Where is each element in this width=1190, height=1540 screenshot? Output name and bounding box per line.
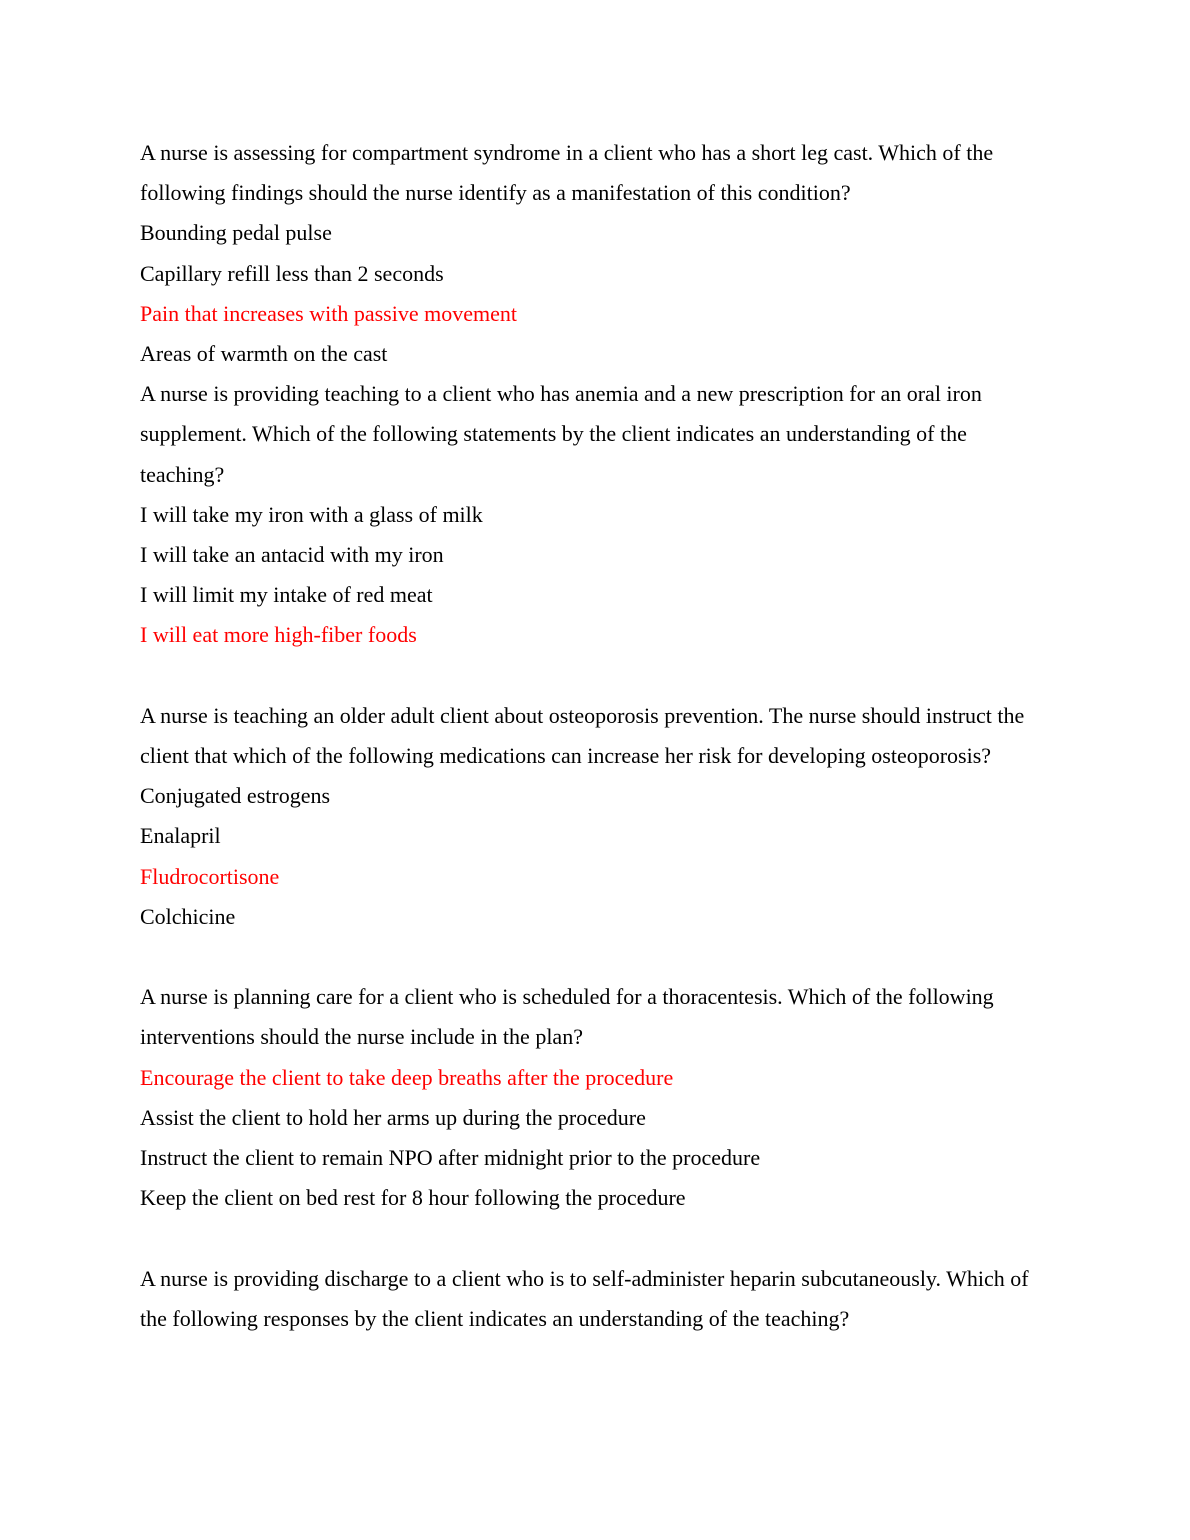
answer-option: Colchicine (140, 903, 236, 929)
answer-option: I will take my iron with a glass of milk (140, 501, 483, 527)
paragraph-spacer (140, 1218, 1055, 1258)
answer-option: Capillary refill less than 2 seconds (140, 260, 444, 286)
question-stem: A nurse is providing teaching to a client who has anemia and a new prescription for an oral iron supplement. Which of the following statements by the client indicates an understanding of the teaching? (140, 381, 982, 487)
correct-answer-option: I will eat more high-fiber foods (140, 622, 417, 648)
answer-option: Enalapril (140, 823, 221, 849)
answer-option: Assist the client to hold her arms up during the procedure (140, 1104, 646, 1130)
answer-option: I will limit my intake of red meat (140, 582, 433, 608)
correct-answer-option: Fludrocortisone (140, 863, 280, 889)
answer-option: Bounding pedal pulse (140, 220, 332, 246)
question-block (140, 977, 1055, 1218)
question-stem: A nurse is providing discharge to a client who is to self-administer heparin subcutaneously. Which of the following responses by the client indicates an understanding of the teaching? (140, 1265, 1029, 1331)
paragraph-spacer (140, 656, 1055, 696)
answer-option: Keep the client on bed rest for 8 hour following the procedure (140, 1185, 686, 1211)
correct-answer-option: Encourage the client to take deep breaths after the procedure (140, 1064, 674, 1090)
paragraph-spacer (140, 937, 1055, 977)
question-block (140, 1259, 1055, 1339)
answer-option: Instruct the client to remain NPO after midnight prior to the procedure (140, 1145, 761, 1171)
question-stem: A nurse is planning care for a client who is scheduled for a thoracentesis. Which of the following interventions should the nurse include in the plan? (140, 984, 994, 1050)
question-stem: A nurse is teaching an older adult client about osteoporosis prevention. The nurse should instruct the client that which of the following medications can increase her risk for developing osteoporosis? (140, 702, 1025, 769)
document-page (140, 133, 1055, 1339)
answer-option: Areas of warmth on the cast (140, 341, 388, 367)
question-block (140, 696, 1055, 937)
answer-option: I will take an antacid with my iron (140, 542, 444, 568)
question-block (140, 133, 1055, 374)
question-block (140, 374, 1055, 655)
answer-option: Conjugated estrogens (140, 783, 331, 809)
correct-answer-option: Pain that increases with passive movement (140, 300, 517, 326)
question-stem: A nurse is assessing for compartment syndrome in a client who has a short leg cast. Which of the following findings should the nurse identify as a manifestation of this condition? (140, 140, 994, 206)
